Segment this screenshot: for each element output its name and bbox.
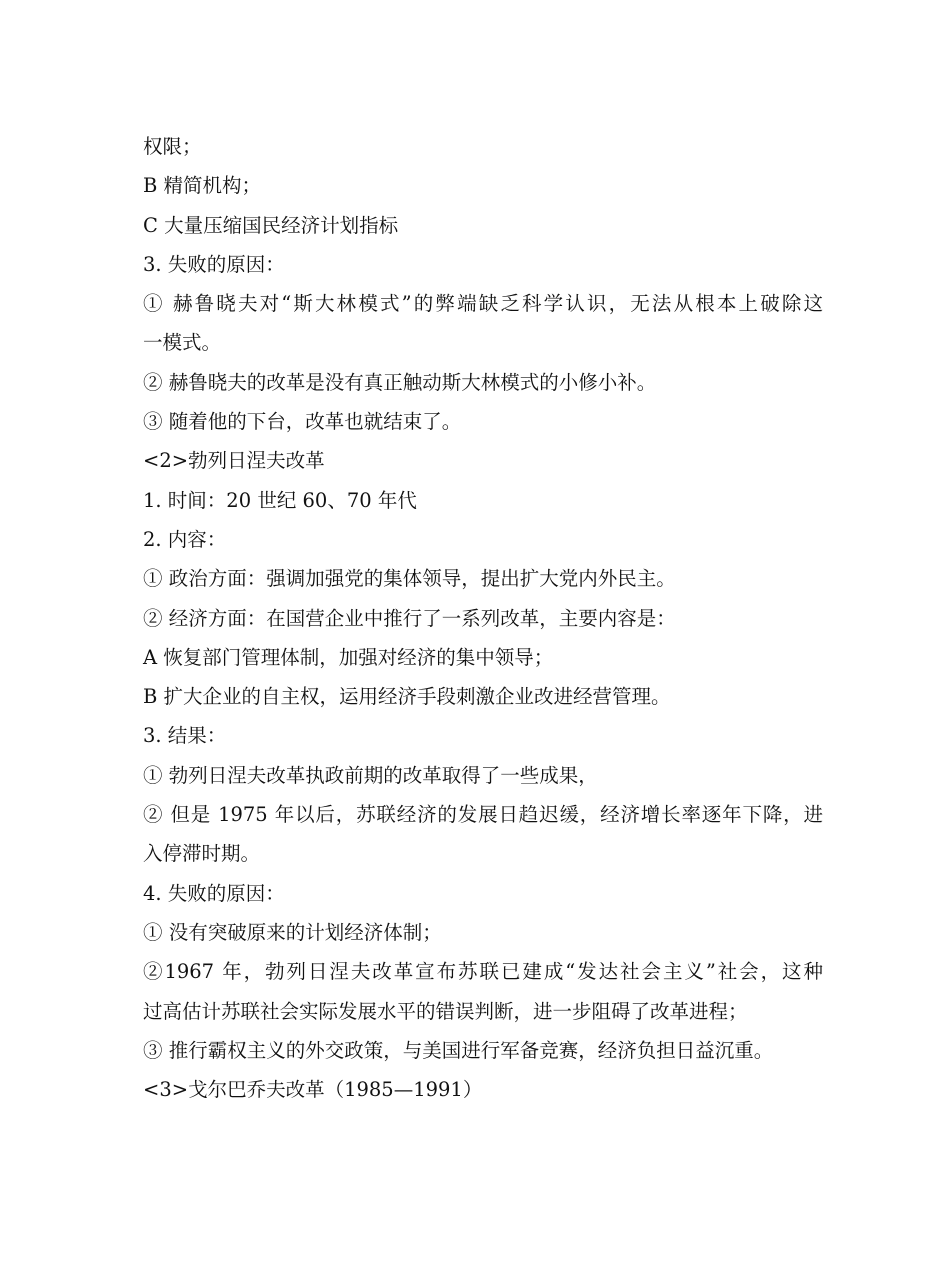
text-line: ③ 推行霸权主义的外交政策，与美国进行军备竞赛，经济负担日益沉重。 — [143, 1038, 774, 1062]
text-line: B 精简机构； — [143, 174, 262, 198]
text-line: 一模式。 — [143, 331, 222, 355]
section-heading: 2. 内容： — [143, 527, 227, 551]
text-line: ① 没有突破原来的计划经济体制； — [143, 920, 442, 944]
text-line: A 恢复部门管理体制，加强对经济的集中领导； — [143, 645, 554, 669]
document-body — [143, 127, 823, 1109]
section-heading: 3. 结果： — [143, 724, 227, 748]
text-line: ① 勃列日涅夫改革执政前期的改革取得了一些成果， — [143, 763, 598, 787]
section-heading: 4. 失败的原因： — [143, 881, 285, 905]
text-line: ① 政治方面：强调加强党的集体领导，提出扩大党内外民主。 — [143, 567, 676, 591]
text-line: ② 赫鲁晓夫的改革是没有真正触动斯大林模式的小修小补。 — [143, 370, 657, 394]
text-line: 过高估计苏联社会实际发展水平的错误判断，进一步阻碍了改革进程； — [143, 999, 748, 1023]
text-line: C 大量压缩国民经济计划指标 — [143, 213, 399, 237]
text-line: ② 经济方面：在国营企业中推行了一系列改革，主要内容是： — [143, 606, 676, 630]
text-line: 权限； — [143, 135, 202, 158]
text-line: ② 但是 1975 年以后，苏联经济的发展日趋迟缓，经济增长率逐年下降，进 — [143, 803, 823, 827]
text-line: ① 赫鲁晓夫对“斯大林模式”的弊端缺乏科学认识，无法从根本上破除这 — [143, 292, 823, 316]
section-heading: <2>勃列日涅夫改革 — [143, 449, 325, 473]
text-line: ②1967 年，勃列日涅夫改革宣布苏联已建成“发达社会主义”社会，这种 — [143, 960, 823, 984]
section-heading: <3>戈尔巴乔夫改革（1985—1991） — [143, 1078, 483, 1102]
text-line: B 扩大企业的自主权，运用经济手段刺激企业改进经营管理。 — [143, 685, 671, 709]
section-heading: 3. 失败的原因： — [143, 252, 285, 276]
text-line: ③ 随着他的下台，改革也就结束了。 — [143, 410, 462, 434]
text-line: 1. 时间：20 世纪 60、70 年代 — [143, 488, 417, 512]
text-line: 入停滞时期。 — [143, 842, 261, 866]
